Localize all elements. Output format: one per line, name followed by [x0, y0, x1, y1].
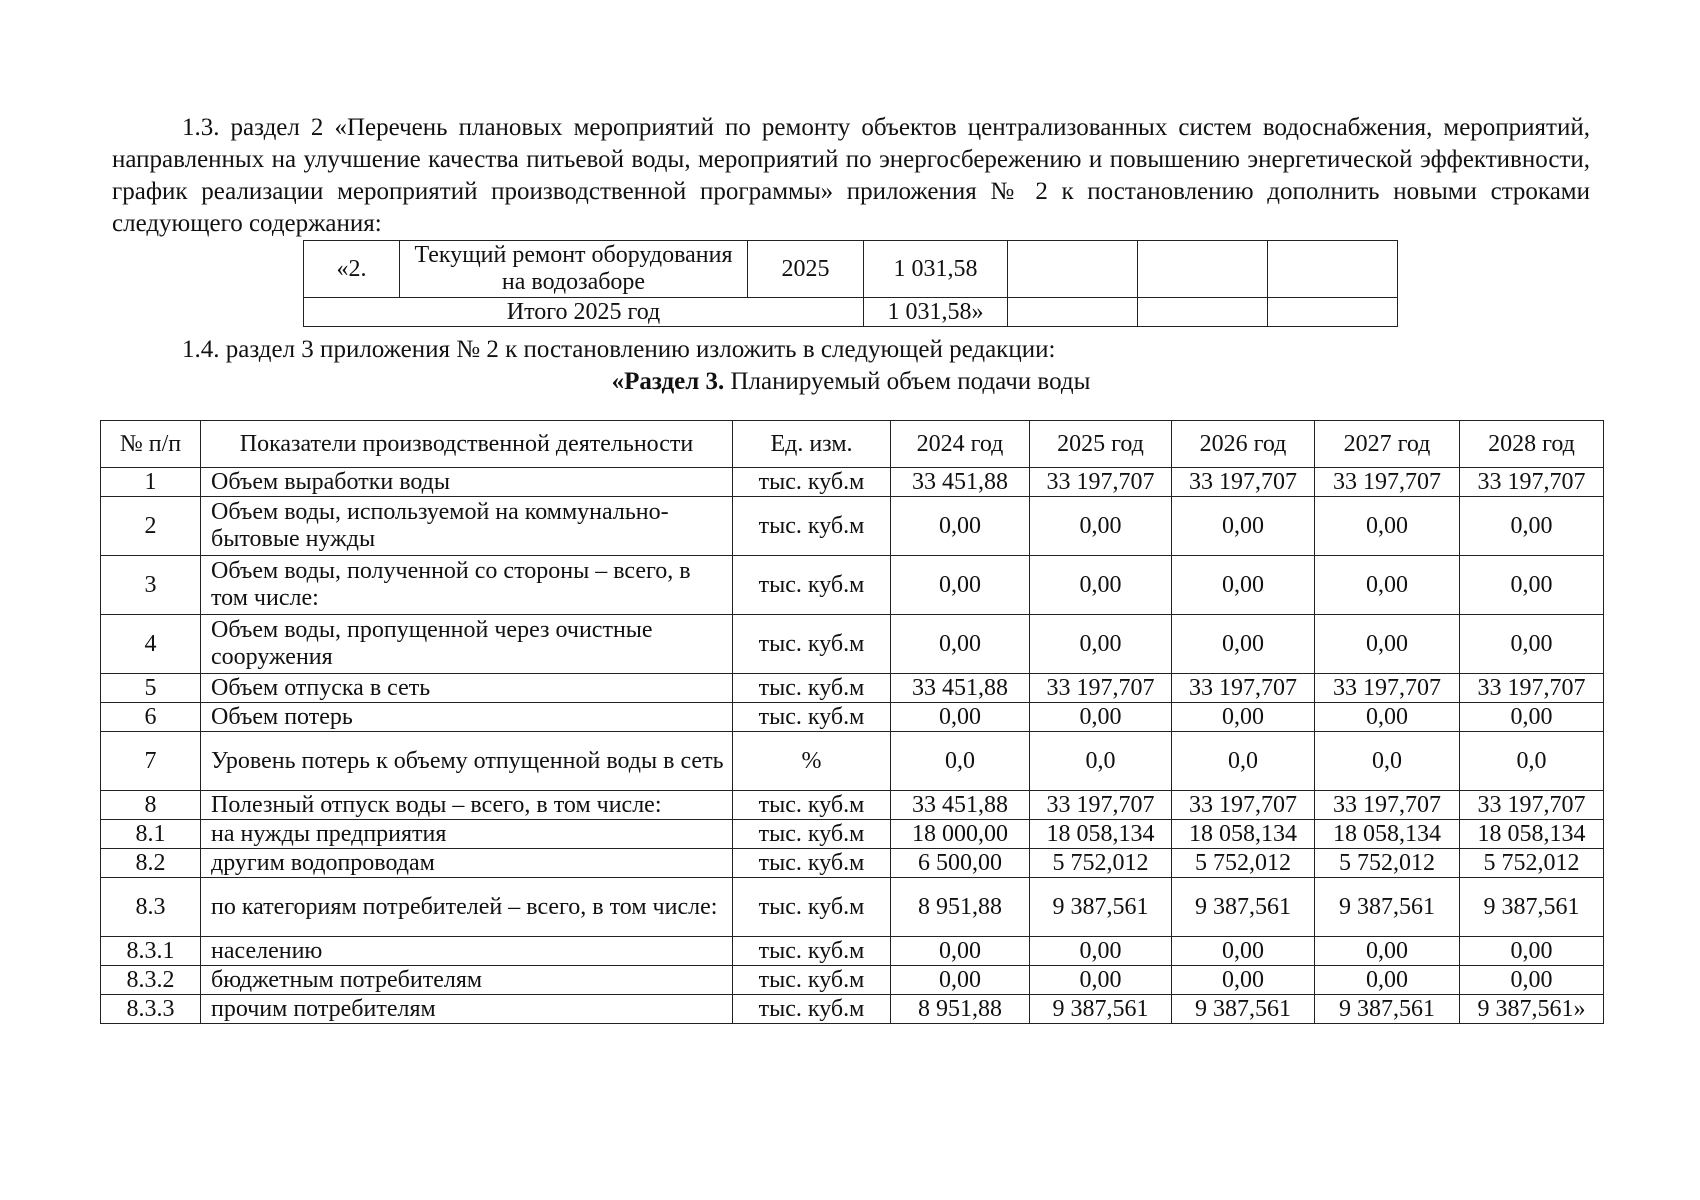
value-cell: 0,00	[1460, 497, 1604, 556]
value-cell: 33 197,707	[1172, 791, 1315, 820]
indicator-name: населению	[201, 937, 733, 966]
value-cell: 18 058,134	[1460, 820, 1604, 849]
row-number: 8.3.2	[101, 966, 201, 995]
unit-cell: тыс. куб.м	[733, 703, 891, 732]
row-number: 8.3.3	[101, 995, 201, 1024]
value-cell: 0,00	[1315, 556, 1460, 615]
value-cell: 0,00	[891, 703, 1030, 732]
empty-cell	[1138, 241, 1268, 298]
value-cell: 0,0	[1315, 732, 1460, 791]
value-cell: 0,00	[1315, 966, 1460, 995]
value-cell: 0,00	[1172, 556, 1315, 615]
table-row	[101, 791, 1604, 820]
total-row	[304, 298, 1398, 327]
row-number: 5	[101, 674, 201, 703]
value-cell: 18 058,134	[1172, 820, 1315, 849]
row-number: 2	[101, 497, 201, 556]
empty-cell	[1138, 298, 1268, 327]
value-cell: 0,00	[1030, 615, 1172, 674]
indicator-name: по категориям потребителей – всего, в том числе:	[201, 878, 733, 937]
row-number: «2.	[304, 241, 400, 298]
total-value: 1 031,58»	[864, 298, 1008, 327]
indicator-name: Объем отпуска в сеть	[201, 674, 733, 703]
indicator-name: другим водопроводам	[201, 849, 733, 878]
table-row	[101, 468, 1604, 497]
unit-cell: %	[733, 732, 891, 791]
value-cell: 9 387,561	[1172, 878, 1315, 937]
value-cell: 0,00	[1030, 497, 1172, 556]
row-number: 7	[101, 732, 201, 791]
value-cell: 5 752,012	[1315, 849, 1460, 878]
value-cell: 0,00	[1315, 497, 1460, 556]
unit-cell: тыс. куб.м	[733, 791, 891, 820]
row-number: 8.3	[101, 878, 201, 937]
value-cell: 33 197,707	[1460, 674, 1604, 703]
unit-cell: тыс. куб.м	[733, 878, 891, 937]
table-row	[101, 820, 1604, 849]
value-cell: 8 951,88	[891, 878, 1030, 937]
water-supply-table	[100, 420, 1604, 1024]
table-row	[101, 937, 1604, 966]
event-name: Текущий ремонт оборудования на водозаборе	[400, 241, 748, 298]
value-cell: 0,00	[1172, 497, 1315, 556]
indicator-name: Объем воды, полученной со стороны – всего, в том числе:	[201, 556, 733, 615]
row-number: 6	[101, 703, 201, 732]
table-row	[101, 995, 1604, 1024]
value-cell: 6 500,00	[891, 849, 1030, 878]
value-cell: 0,0	[1460, 732, 1604, 791]
table-row	[101, 556, 1604, 615]
indicator-name: Объем потерь	[201, 703, 733, 732]
value-cell: 0,00	[891, 966, 1030, 995]
value-cell: 0,00	[1030, 966, 1172, 995]
value-cell: 0,00	[1460, 615, 1604, 674]
indicator-name: Объем выработки воды	[201, 468, 733, 497]
value-cell: 0,00	[1460, 966, 1604, 995]
row-number: 4	[101, 615, 201, 674]
unit-cell: тыс. куб.м	[733, 556, 891, 615]
empty-cell	[1008, 241, 1138, 298]
paragraph-1-3: 1.3. раздел 2 «Перечень плановых мероприятий по ремонту объектов централизованных систем водоснабжения, мероприятий, направленных на улучшение качества питьевой воды, мероприятий по энергосбережению и повышению энергетической эффективности, график реализации мероприятий производственной программы» приложения № 2 к постановлению дополнить новыми строками следующего содержания:	[112, 114, 1590, 237]
column-header: 2026 год	[1172, 421, 1315, 468]
value-cell: 0,00	[1315, 615, 1460, 674]
section-title-text: Планируемый объем подачи воды	[724, 368, 1091, 395]
row-number: 8.2	[101, 849, 201, 878]
value-cell: 33 451,88	[891, 791, 1030, 820]
indicator-name: бюджетным потребителям	[201, 966, 733, 995]
table-row	[101, 732, 1604, 791]
repair-events-table	[303, 240, 1398, 327]
value-cell: 33 451,88	[891, 674, 1030, 703]
value-cell: 33 197,707	[1030, 468, 1172, 497]
table-row	[101, 615, 1604, 674]
indicator-name: прочим потребителям	[201, 995, 733, 1024]
row-number: 8.1	[101, 820, 201, 849]
value-cell: 0,00	[891, 615, 1030, 674]
value-cell: 9 387,561	[1172, 995, 1315, 1024]
empty-cell	[1268, 298, 1398, 327]
column-header: 2024 год	[891, 421, 1030, 468]
event-year: 2025	[748, 241, 864, 298]
value-cell: 33 197,707	[1030, 674, 1172, 703]
value-cell: 33 197,707	[1460, 468, 1604, 497]
value-cell: 33 197,707	[1172, 468, 1315, 497]
indicator-name: на нужды предприятия	[201, 820, 733, 849]
unit-cell: тыс. куб.м	[733, 674, 891, 703]
value-cell: 5 752,012	[1460, 849, 1604, 878]
value-cell: 33 197,707	[1172, 674, 1315, 703]
empty-cell	[1008, 298, 1138, 327]
table-header-row	[101, 421, 1604, 468]
value-cell: 0,0	[1172, 732, 1315, 791]
table-row	[101, 878, 1604, 937]
value-cell: 18 058,134	[1030, 820, 1172, 849]
column-header: 2028 год	[1460, 421, 1604, 468]
row-number: 1	[101, 468, 201, 497]
value-cell: 0,00	[1172, 615, 1315, 674]
value-cell: 9 387,561	[1030, 878, 1172, 937]
paragraph-1-4: 1.4. раздел 3 приложения № 2 к постановлению изложить в следующей редакции:	[182, 336, 1056, 363]
value-cell: 0,00	[1315, 937, 1460, 966]
unit-cell: тыс. куб.м	[733, 615, 891, 674]
indicator-name: Объем воды, пропущенной через очистные сооружения	[201, 615, 733, 674]
value-cell: 0,00	[1030, 703, 1172, 732]
value-cell: 0,00	[1460, 556, 1604, 615]
value-cell: 0,00	[891, 556, 1030, 615]
indicator-name: Уровень потерь к объему отпущенной воды в сеть	[201, 732, 733, 791]
indicator-name: Полезный отпуск воды – всего, в том числе:	[201, 791, 733, 820]
row-number: 8.3.1	[101, 937, 201, 966]
table-row	[101, 497, 1604, 556]
value-cell: 0,00	[1030, 556, 1172, 615]
unit-cell: тыс. куб.м	[733, 468, 891, 497]
indicator-name: Объем воды, используемой на коммунально-бытовые нужды	[201, 497, 733, 556]
table-row	[101, 849, 1604, 878]
value-cell: 0,00	[1460, 937, 1604, 966]
value-cell: 0,00	[1172, 966, 1315, 995]
value-cell: 9 387,561	[1315, 878, 1460, 937]
value-cell: 9 387,561»	[1460, 995, 1604, 1024]
value-cell: 33 451,88	[891, 468, 1030, 497]
value-cell: 0,00	[1030, 937, 1172, 966]
value-cell: 33 197,707	[1315, 674, 1460, 703]
unit-cell: тыс. куб.м	[733, 937, 891, 966]
row-number: 3	[101, 556, 201, 615]
value-cell: 0,00	[1172, 937, 1315, 966]
column-header: № п/п	[101, 421, 201, 468]
value-cell: 18 000,00	[891, 820, 1030, 849]
row-number: 8	[101, 791, 201, 820]
table-row	[101, 966, 1604, 995]
value-cell: 18 058,134	[1315, 820, 1460, 849]
value-cell: 33 197,707	[1315, 791, 1460, 820]
total-label: Итого 2025 год	[304, 298, 864, 327]
unit-cell: тыс. куб.м	[733, 497, 891, 556]
value-cell: 9 387,561	[1030, 995, 1172, 1024]
unit-cell: тыс. куб.м	[733, 995, 891, 1024]
table-row	[304, 241, 1398, 298]
value-cell: 0,00	[891, 937, 1030, 966]
value-cell: 0,00	[1172, 703, 1315, 732]
column-header: Показатели производственной деятельности	[201, 421, 733, 468]
event-value: 1 031,58	[864, 241, 1008, 298]
table-row	[101, 703, 1604, 732]
empty-cell	[1268, 241, 1398, 298]
value-cell: 0,00	[1315, 703, 1460, 732]
value-cell: 33 197,707	[1030, 791, 1172, 820]
value-cell: 0,00	[891, 497, 1030, 556]
section-title	[112, 366, 1590, 398]
value-cell: 5 752,012	[1030, 849, 1172, 878]
unit-cell: тыс. куб.м	[733, 820, 891, 849]
unit-cell: тыс. куб.м	[733, 966, 891, 995]
column-header: Ед. изм.	[733, 421, 891, 468]
value-cell: 0,0	[1030, 732, 1172, 791]
value-cell: 0,00	[1460, 703, 1604, 732]
table-row	[101, 674, 1604, 703]
column-header: 2027 год	[1315, 421, 1460, 468]
value-cell: 8 951,88	[891, 995, 1030, 1024]
value-cell: 9 387,561	[1460, 878, 1604, 937]
section-title-bold: «Раздел 3.	[611, 368, 725, 395]
unit-cell: тыс. куб.м	[733, 849, 891, 878]
value-cell: 33 197,707	[1315, 468, 1460, 497]
column-header: 2025 год	[1030, 421, 1172, 468]
value-cell: 33 197,707	[1460, 791, 1604, 820]
value-cell: 9 387,561	[1315, 995, 1460, 1024]
value-cell: 0,0	[891, 732, 1030, 791]
value-cell: 5 752,012	[1172, 849, 1315, 878]
